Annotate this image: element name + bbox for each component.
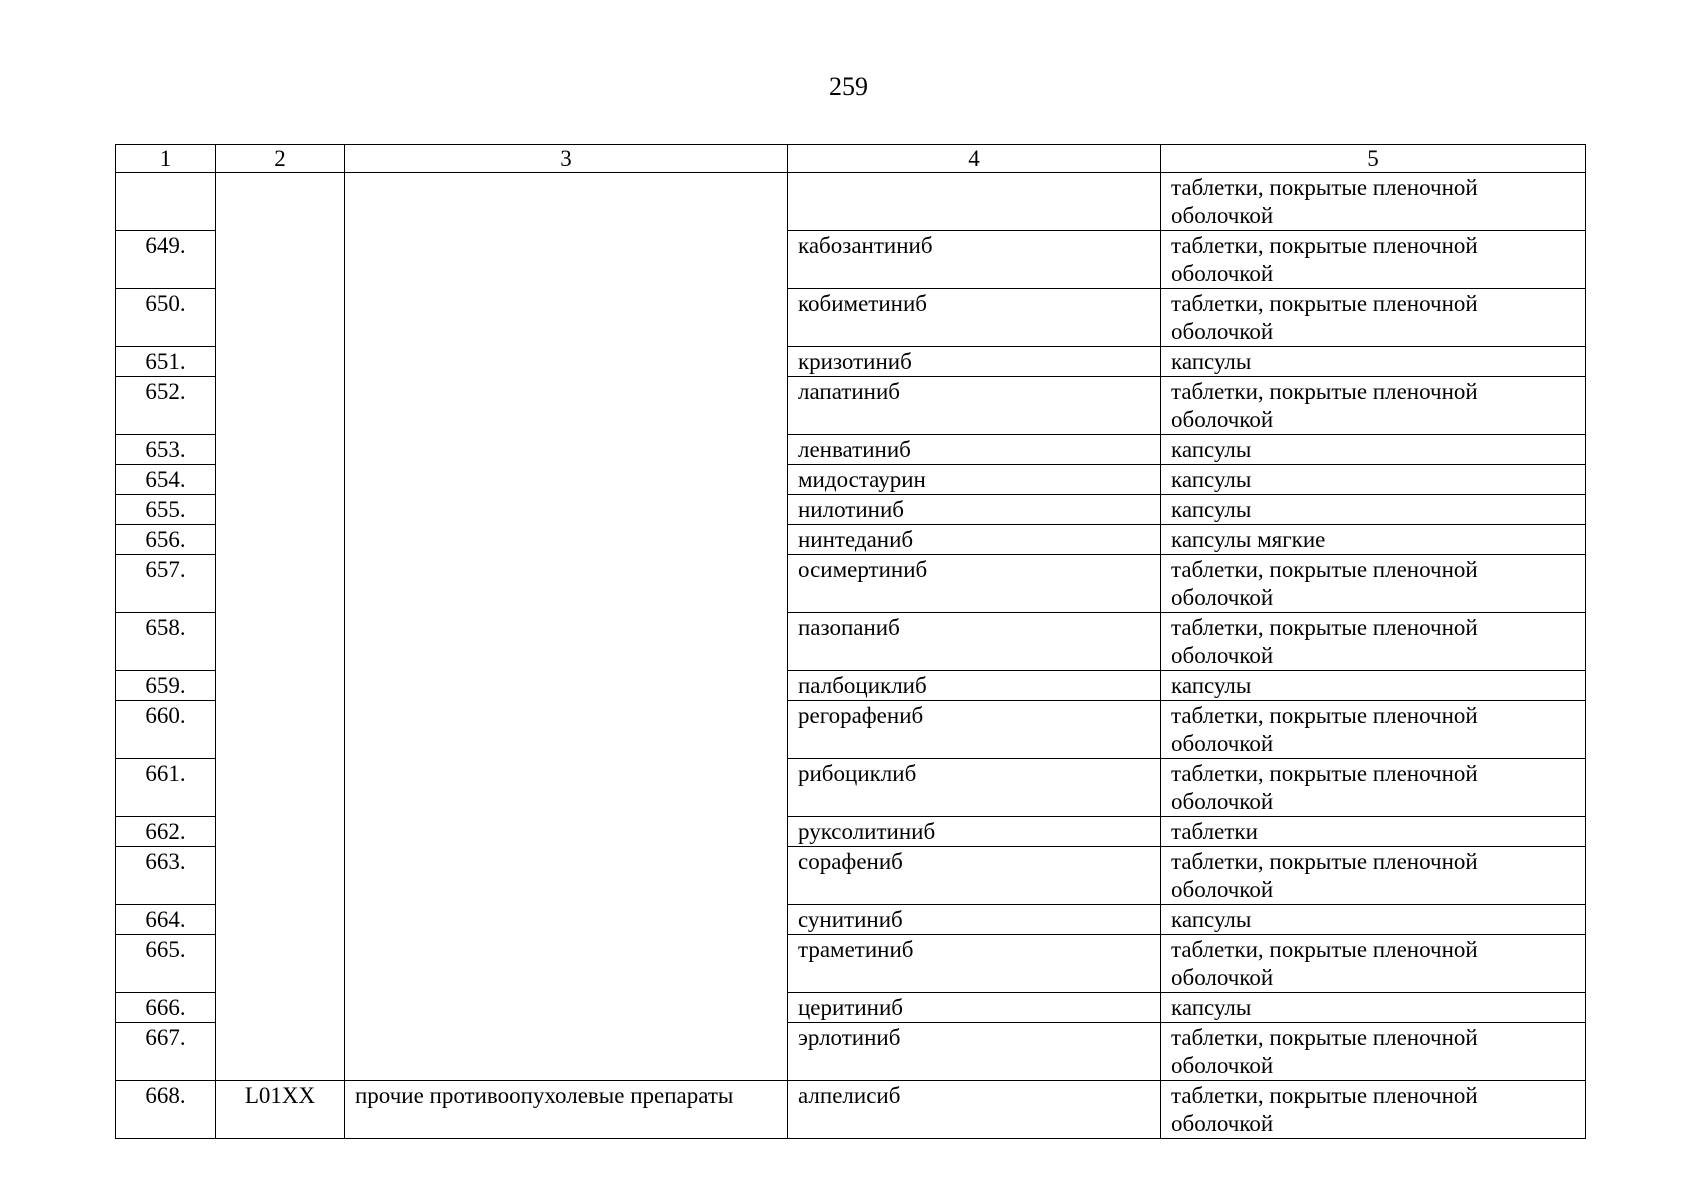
header-col-5: 5: [1161, 145, 1586, 173]
header-col-1: 1: [116, 145, 216, 173]
dosage-form: таблетки, покрытые пленочной оболочкой: [1161, 1081, 1586, 1139]
header-col-4: 4: [788, 145, 1161, 173]
drug-name: мидостаурин: [788, 465, 1161, 495]
drug-name: кобиметиниб: [788, 289, 1161, 347]
row-number: 660.: [116, 701, 216, 759]
drug-name: алпелисиб: [788, 1081, 1161, 1139]
row-number: 658.: [116, 613, 216, 671]
dosage-form: капсулы: [1161, 347, 1586, 377]
row-number: 649.: [116, 231, 216, 289]
row-number: 661.: [116, 759, 216, 817]
row-number: 651.: [116, 347, 216, 377]
dosage-form: таблетки, покрытые пленочной оболочкой: [1161, 1023, 1586, 1081]
atc-code-cell-empty: [216, 173, 345, 1081]
drug-name: лапатиниб: [788, 377, 1161, 435]
continuation-row: [116, 173, 1586, 231]
dosage-form: капсулы: [1161, 905, 1586, 935]
dosage-form: таблетки, покрытые пленочной оболочкой: [1161, 173, 1586, 231]
dosage-form: таблетки, покрытые пленочной оболочкой: [1161, 377, 1586, 435]
drug-name: нилотиниб: [788, 495, 1161, 525]
row-number: [116, 173, 216, 231]
row-number: 667.: [116, 1023, 216, 1081]
dosage-form: таблетки, покрытые пленочной оболочкой: [1161, 935, 1586, 993]
row-number: 659.: [116, 671, 216, 701]
dosage-form: таблетки, покрытые пленочной оболочкой: [1161, 613, 1586, 671]
header-row: [116, 145, 1586, 173]
row-number: 666.: [116, 993, 216, 1023]
row-number: 650.: [116, 289, 216, 347]
drug-name: пазопаниб: [788, 613, 1161, 671]
group-name-cell-empty: [345, 173, 788, 1081]
drug-name: эрлотиниб: [788, 1023, 1161, 1081]
drug-name: осимертиниб: [788, 555, 1161, 613]
drug-name: церитиниб: [788, 993, 1161, 1023]
medication-table: [115, 144, 1586, 1139]
drug-name: сунитиниб: [788, 905, 1161, 935]
dosage-form: таблетки, покрытые пленочной оболочкой: [1161, 759, 1586, 817]
row-number: 662.: [116, 817, 216, 847]
dosage-form: таблетки, покрытые пленочной оболочкой: [1161, 231, 1586, 289]
dosage-form: таблетки, покрытые пленочной оболочкой: [1161, 555, 1586, 613]
drug-name: рибоциклиб: [788, 759, 1161, 817]
row-number: 665.: [116, 935, 216, 993]
row-number: 663.: [116, 847, 216, 905]
row-number: 654.: [116, 465, 216, 495]
dosage-form: таблетки, покрытые пленочной оболочкой: [1161, 847, 1586, 905]
drug-name: руксолитиниб: [788, 817, 1161, 847]
atc-code: L01XX: [216, 1081, 345, 1139]
drug-name: регорафениб: [788, 701, 1161, 759]
row-number: 668.: [116, 1081, 216, 1139]
row-number: 664.: [116, 905, 216, 935]
row-number: 655.: [116, 495, 216, 525]
row-number: 656.: [116, 525, 216, 555]
dosage-form: капсулы: [1161, 435, 1586, 465]
row-number: 652.: [116, 377, 216, 435]
dosage-form: капсулы мягкие: [1161, 525, 1586, 555]
dosage-form: капсулы: [1161, 993, 1586, 1023]
drug-name: нинтеданиб: [788, 525, 1161, 555]
dosage-form: капсулы: [1161, 465, 1586, 495]
drug-name: палбоциклиб: [788, 671, 1161, 701]
table-row-last: [116, 1081, 1586, 1139]
dosage-form: таблетки, покрытые пленочной оболочкой: [1161, 289, 1586, 347]
row-number: 653.: [116, 435, 216, 465]
page-number: 259: [829, 72, 868, 101]
drug-name: ленватиниб: [788, 435, 1161, 465]
drug-name: кризотиниб: [788, 347, 1161, 377]
dosage-form: капсулы: [1161, 671, 1586, 701]
drug-name: кабозантиниб: [788, 231, 1161, 289]
row-number: 657.: [116, 555, 216, 613]
dosage-form: капсулы: [1161, 495, 1586, 525]
header-col-2: 2: [216, 145, 345, 173]
drug-name: [788, 173, 1161, 231]
dosage-form: таблетки: [1161, 817, 1586, 847]
drug-name: сорафениб: [788, 847, 1161, 905]
dosage-form: таблетки, покрытые пленочной оболочкой: [1161, 701, 1586, 759]
header-col-3: 3: [345, 145, 788, 173]
group-name: прочие противоопухолевые препараты: [345, 1081, 788, 1139]
drug-name: траметиниб: [788, 935, 1161, 993]
